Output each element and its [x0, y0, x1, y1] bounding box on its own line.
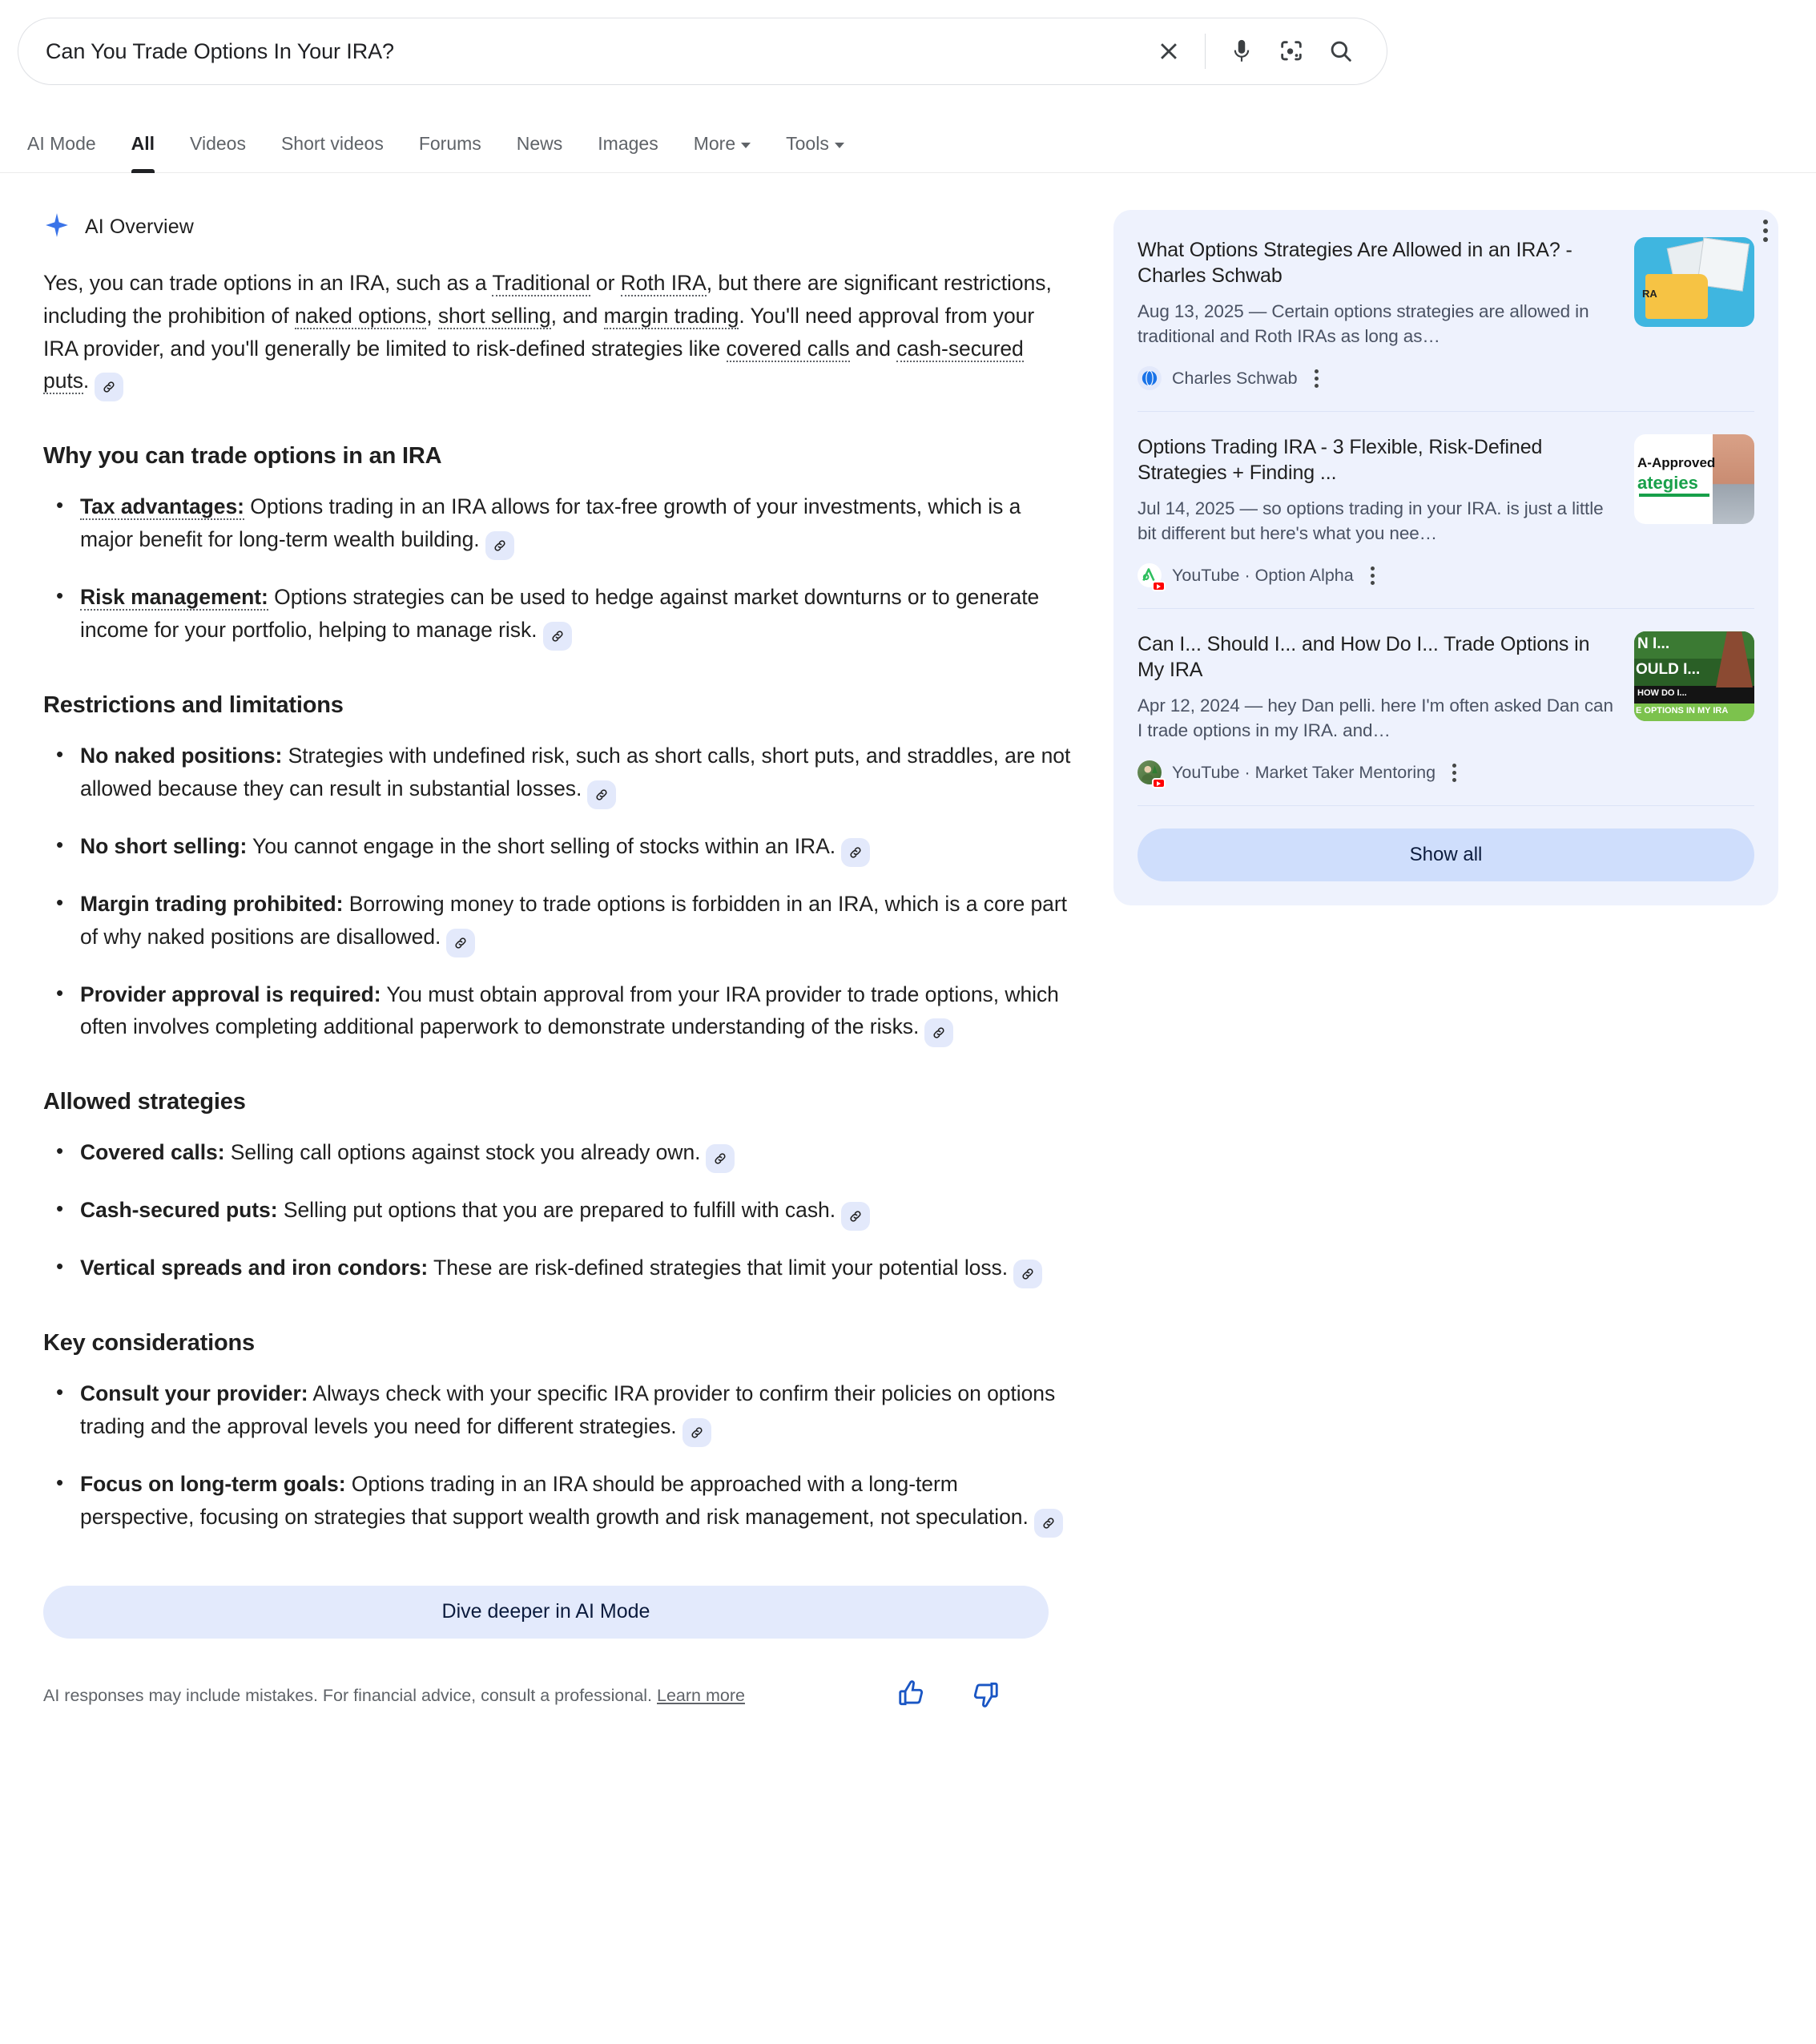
source-link-chip[interactable]	[587, 780, 616, 809]
source-date: Apr 12, 2024	[1138, 695, 1240, 716]
sparkle-icon	[43, 212, 70, 243]
source-title[interactable]: Options Trading IRA - 3 Flexible, Risk-Defined Strategies + Finding ...	[1138, 436, 1543, 485]
inline-term-naked-options[interactable]: naked options	[294, 303, 427, 328]
bullet-term: Consult your provider:	[80, 1381, 308, 1406]
sources-panel	[1113, 210, 1778, 905]
tab-label: AI Mode	[27, 133, 96, 154]
inline-term-cash-secured-puts[interactable]: cash-secured puts	[43, 336, 1024, 393]
section-heading: Key considerations	[43, 1330, 255, 1357]
youtube-market-taker-icon	[1138, 760, 1162, 784]
source-card-main	[1138, 631, 1615, 784]
bullet-term: Cash-secured puts:	[80, 1198, 278, 1223]
source-link-chip[interactable]	[841, 1202, 870, 1231]
source-card[interactable]	[1138, 237, 1754, 411]
section-bullet-list	[43, 1377, 1077, 1538]
tab-label: Tools	[786, 133, 829, 154]
source-meta	[1138, 366, 1615, 390]
chevron-down-icon	[741, 143, 751, 148]
source-site-name: YouTube · Option Alpha	[1172, 565, 1354, 585]
tab-all[interactable]	[114, 133, 172, 172]
tab-label: Videos	[190, 133, 246, 154]
disclaimer-row	[43, 1679, 1049, 1713]
bullet-item	[80, 1136, 1077, 1173]
ai-overview-header	[43, 212, 1089, 243]
search-divider	[1205, 34, 1206, 69]
dive-deeper-button[interactable]: Dive deeper in AI Mode	[43, 1586, 1049, 1639]
tab-label: Forums	[418, 133, 481, 154]
bullet-term: Margin trading prohibited:	[80, 891, 344, 916]
inline-term-margin-trading[interactable]: margin trading	[603, 303, 739, 328]
bullet-text: Options strategies can be used to hedge against market downturns or to generate income for your portfolio, helping to manage risk.	[80, 585, 1040, 642]
ai-overview-body	[43, 267, 1089, 1713]
search-icon[interactable]	[1316, 26, 1366, 76]
ai-overview-column	[0, 173, 1089, 1713]
sources-column	[1089, 173, 1778, 1713]
source-site-name: Charles Schwab	[1172, 368, 1298, 388]
source-link-chip[interactable]	[446, 929, 475, 957]
disclaimer-text: AI responses may include mistakes. For financial advice, consult a professional.	[43, 1685, 653, 1705]
inline-term-roth-ira[interactable]: Roth IRA	[620, 271, 707, 295]
source-snippet: Jul 14, 2025 — so options trading in your IRA. is just a little bit different but here's what you nee…	[1138, 498, 1604, 544]
ai-disclaimer	[43, 1686, 745, 1706]
source-site-name: YouTube · Market Taker Mentoring	[1172, 762, 1436, 782]
source-divider	[1138, 805, 1754, 806]
bullet-item	[80, 1468, 1077, 1538]
bullet-term: Vertical spreads and iron condors:	[80, 1256, 429, 1280]
section-heading: Restrictions and limitations	[43, 691, 344, 718]
chevron-down-icon	[835, 143, 844, 148]
tab-news[interactable]	[499, 133, 581, 172]
bullet-text: You cannot engage in the short selling of stocks within an IRA.	[247, 833, 836, 858]
bullet-text: Options trading in an IRA should be approached with a long-term perspective, focusing on strategies that support wealth growth and risk management, not speculation.	[80, 1472, 1029, 1529]
google-lens-icon[interactable]	[1266, 26, 1316, 76]
results-content	[0, 173, 1816, 1713]
feedback-icons	[896, 1679, 1049, 1713]
source-link-chip[interactable]	[706, 1144, 735, 1173]
source-thumbnail[interactable]: N I... OULD I... HOW DO I... E OPTIONS IN MY IRA	[1634, 631, 1754, 721]
inline-term-covered-calls[interactable]: covered calls	[726, 336, 850, 361]
source-date: Aug 13, 2025	[1138, 301, 1244, 321]
globe-icon	[1138, 366, 1162, 390]
bullet-item	[80, 1377, 1077, 1447]
bullet-text: Strategies with undefined risk, such as short calls, short puts, and straddles, are not allowed because they can result in substantial losses.	[80, 743, 1071, 800]
bullet-term: Provider approval is required:	[80, 982, 381, 1006]
source-card-main	[1138, 434, 1615, 587]
tab-tools[interactable]	[768, 133, 862, 172]
close-icon[interactable]	[1144, 26, 1194, 76]
thumb-up-icon[interactable]	[896, 1679, 927, 1713]
tab-ai-mode[interactable]	[27, 133, 114, 172]
bullet-item	[80, 830, 1077, 867]
tab-more[interactable]	[676, 133, 768, 172]
bullet-text: Selling call options against stock you already own.	[224, 1140, 701, 1165]
source-more-options-icon[interactable]	[1452, 764, 1456, 782]
bullet-term: No short selling:	[80, 833, 248, 858]
bullet-item	[80, 581, 1077, 651]
source-snippet: Aug 13, 2025 — Certain options strategies are allowed in traditional and Roth IRAs as long as…	[1138, 301, 1589, 347]
learn-more-link[interactable]: Learn more	[657, 1685, 745, 1705]
bullet-text: You must obtain approval from your IRA provider to trade options, which often involves completing additional paperwork to demonstrate understanding of the risks.	[80, 982, 1059, 1039]
search-bar[interactable]	[18, 18, 1387, 85]
source-link-chip[interactable]	[543, 622, 572, 651]
source-card[interactable]	[1138, 434, 1754, 608]
source-link-chip[interactable]	[1013, 1260, 1042, 1288]
bullet-term[interactable]: Risk management:	[80, 585, 268, 610]
source-divider	[1138, 411, 1754, 412]
source-snippet: Apr 12, 2024 — hey Dan pelli. here I'm often asked Dan can I trade options in my IRA. and…	[1138, 695, 1613, 741]
bullet-text: Always check with your specific IRA provider to confirm their policies on options trading and the approval levels you need for different strategies.	[80, 1381, 1056, 1439]
source-more-options-icon[interactable]	[1315, 369, 1319, 388]
ai-overview-intro-paragraph: Yes, you can trade options in an IRA, such as a Traditional or Roth IRA, but there are significant restrictions, including the prohibition of naked options, short selling, and margin trading. You'll need approval from your IRA provider, and you'll generally be limited to risk-defined strategies like covered calls and cash-secured puts.	[43, 267, 1057, 401]
bullet-item	[80, 490, 1077, 560]
tab-label: News	[516, 133, 563, 154]
tab-label: Images	[598, 133, 658, 154]
inline-term-short-selling[interactable]: short selling	[437, 303, 551, 328]
bullet-term: Focus on long-term goals:	[80, 1472, 346, 1497]
search-tabs	[0, 114, 1816, 173]
source-link-chip[interactable]	[841, 838, 870, 867]
section-bullet-list	[43, 490, 1077, 651]
source-title[interactable]: Can I... Should I... and How Do I... Trade Options in My IRA	[1138, 633, 1590, 682]
inline-term-traditional[interactable]: Traditional	[492, 271, 590, 295]
tab-label: More	[693, 133, 736, 154]
bullet-text: Options trading in an IRA allows for tax-free growth of your investments, which is a major benefit for long-term wealth building.	[80, 494, 1021, 552]
source-date: Jul 14, 2025	[1138, 498, 1235, 519]
search-input[interactable]	[44, 38, 1144, 65]
more-options-icon[interactable]	[1750, 215, 1782, 247]
bullet-item	[80, 1194, 1077, 1231]
tab-label: Short videos	[280, 133, 384, 154]
source-card[interactable]	[1138, 631, 1754, 805]
search-bar-icons	[1144, 26, 1366, 76]
search-bar-region	[0, 0, 1816, 85]
bullet-text: Selling put options that you are prepared to fulfill with cash.	[277, 1198, 836, 1223]
section-heading: Why you can trade options in an IRA	[43, 443, 442, 470]
bullet-item	[80, 888, 1077, 957]
show-all-button[interactable]: Show all	[1138, 828, 1754, 881]
bullet-item	[80, 1252, 1077, 1288]
source-link-chip[interactable]	[1034, 1509, 1063, 1538]
youtube-option-alpha-icon	[1138, 563, 1162, 587]
source-title[interactable]: What Options Strategies Are Allowed in an IRA? - Charles Schwab	[1138, 239, 1572, 287]
source-link-chip[interactable]	[95, 373, 123, 401]
source-link-chip[interactable]	[485, 531, 514, 560]
source-link-chip[interactable]	[683, 1418, 711, 1447]
bullet-term: Covered calls:	[80, 1140, 225, 1165]
section-heading: Allowed strategies	[43, 1089, 246, 1115]
tab-short-videos[interactable]	[264, 133, 401, 172]
bullet-term[interactable]: Tax advantages:	[80, 494, 244, 519]
tab-videos[interactable]	[172, 133, 264, 172]
ai-overview-title: AI Overview	[85, 216, 194, 238]
thumb-down-icon[interactable]	[970, 1679, 1001, 1713]
bullet-item	[80, 740, 1077, 809]
bullet-text: Borrowing money to trade options is forbidden in an IRA, which is a core part of why naked positions are disallowed.	[80, 891, 1067, 949]
source-meta	[1138, 563, 1615, 587]
source-divider	[1138, 608, 1754, 609]
tab-images[interactable]	[580, 133, 675, 172]
bullet-text: These are risk-defined strategies that limit your potential loss.	[428, 1256, 1009, 1280]
source-thumbnail[interactable]: A-Approved ategies	[1634, 434, 1754, 524]
tab-label: All	[131, 133, 155, 154]
source-meta	[1138, 760, 1615, 784]
source-thumbnail[interactable]: RA	[1634, 237, 1754, 327]
source-link-chip[interactable]	[924, 1018, 953, 1047]
bullet-item	[80, 978, 1077, 1048]
section-bullet-list	[43, 1136, 1077, 1288]
source-card-main	[1138, 237, 1615, 390]
microphone-icon[interactable]	[1217, 26, 1266, 76]
section-bullet-list	[43, 740, 1077, 1047]
tab-forums[interactable]	[401, 133, 499, 172]
bullet-term: No naked positions:	[80, 743, 283, 768]
source-more-options-icon[interactable]	[1371, 566, 1375, 585]
ai-overview-sections	[43, 443, 1089, 1538]
